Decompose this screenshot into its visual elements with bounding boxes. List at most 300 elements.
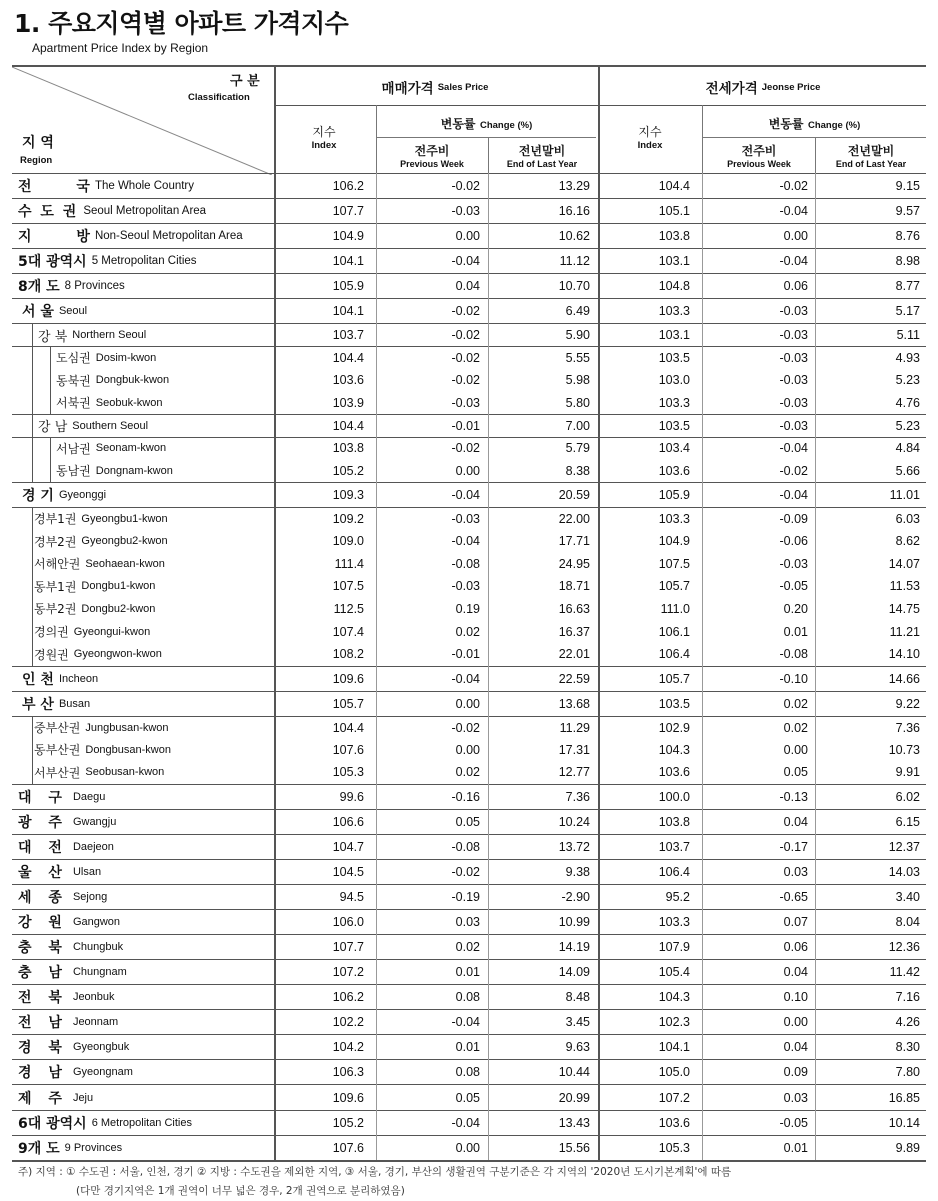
table-row	[12, 369, 926, 392]
region-name-ko: 인 천	[22, 671, 54, 688]
jeonse-end-year-cell: 9.22	[895, 696, 920, 711]
sales-index-cell: 103.9	[332, 395, 364, 410]
jeonse-prev-week-cell: 0.20	[783, 601, 808, 616]
region-name-ko: 서남권	[56, 441, 91, 456]
group-bracket	[32, 507, 33, 666]
region-label	[34, 508, 168, 530]
table-body	[12, 173, 926, 1160]
region-name-ko: 대 전	[18, 839, 68, 856]
jeonse-end-year-cell: 9.57	[895, 204, 920, 219]
sales-index-cell: 109.6	[332, 1090, 364, 1105]
region-name-en: Seobuk-kwon	[95, 396, 163, 409]
jeonse-prev-week-cell: -0.04	[779, 254, 808, 269]
jeonse-prev-week-header	[703, 142, 815, 169]
jeonse-end-year-header	[816, 142, 926, 169]
sales-end-year-cell: 5.90	[565, 328, 590, 343]
sales-end-year-cell: 16.37	[558, 624, 590, 639]
jeonse-prev-week-cell: 0.03	[783, 864, 808, 879]
sales-prev-week-cell: -0.04	[451, 671, 480, 686]
sales-end-year-cell: 18.71	[558, 579, 590, 594]
region-name-en: The Whole Country	[94, 180, 195, 193]
jeonse-prev-week-cell: -0.04	[779, 488, 808, 502]
table-row	[12, 738, 926, 761]
table-row	[12, 273, 926, 298]
region-name-en: Jungbusan-kwon	[85, 721, 169, 734]
jeonse-index-cell: 103.6	[658, 765, 690, 780]
jeonse-end-en: End of Last Year	[835, 159, 907, 169]
footnote-line-2: (다만 경기지역은 1개 권역이 너무 넓은 경우, 2개 권역으로 분리하였음)	[76, 1185, 405, 1197]
jeonse-index-cell: 111.0	[660, 601, 690, 616]
jeonse-index-cell: 106.1	[658, 624, 690, 639]
sales-end-year-cell: 12.77	[558, 765, 590, 780]
region-label	[34, 575, 155, 598]
sales-prev-week-cell: 0.00	[455, 696, 480, 711]
table-row	[12, 620, 926, 643]
column-divider	[488, 173, 489, 1160]
sales-index-cell: 94.5	[339, 890, 364, 904]
sales-index-cell: 109.2	[332, 511, 364, 526]
sales-prev-week-cell: 0.02	[455, 624, 480, 639]
sales-prev-week-cell: -0.01	[451, 647, 480, 662]
region-name-ko: 충 북	[18, 940, 68, 957]
region-name-en: Seonam-kwon	[95, 442, 167, 455]
sales-prev-week-cell: -0.02	[451, 179, 480, 194]
classification-en: Classification	[188, 92, 250, 103]
region-label	[18, 810, 116, 834]
region-label	[34, 738, 171, 761]
jeonse-change-ko: 변동률	[768, 117, 804, 131]
sales-index-cell: 107.7	[332, 204, 364, 219]
jeonse-prev-week-cell: -0.06	[779, 534, 808, 549]
region-label	[38, 415, 148, 437]
jeonse-prev-week-cell: 0.04	[783, 814, 808, 829]
jeonse-end-year-cell: 5.11	[896, 328, 920, 343]
jeonse-end-year-cell: 3.40	[895, 890, 920, 904]
table-row	[12, 223, 926, 248]
region-label	[18, 1060, 133, 1084]
table-row	[12, 414, 926, 437]
group-bracket	[50, 346, 51, 414]
sales-index-cell: 104.1	[332, 304, 364, 319]
sales-prev-week-cell: 0.02	[455, 765, 480, 780]
sales-change-en: Change (%)	[479, 120, 533, 131]
sales-prev-week-cell: -0.02	[451, 304, 480, 319]
sales-prev-week-cell: -0.04	[451, 254, 480, 269]
jeonse-prev-ko: 전주비	[741, 144, 777, 158]
region-label	[18, 985, 115, 1009]
region-name-ko: 경원권	[34, 647, 69, 662]
region-label	[22, 667, 98, 691]
region-name-en: 8 Provinces	[64, 280, 125, 293]
table-row	[12, 834, 926, 859]
jeonse-index-cell: 106.4	[658, 647, 690, 662]
jeonse-index-cell: 103.4	[658, 441, 690, 456]
region-label	[22, 483, 106, 507]
jeonse-end-year-cell: 11.53	[889, 579, 920, 594]
sales-end-year-cell: 9.38	[565, 864, 590, 879]
page-subtitle: Apartment Price Index by Region	[32, 41, 209, 55]
jeonse-end-year-cell: 5.17	[895, 304, 920, 319]
region-name-ko: 동북권	[56, 373, 91, 388]
region-name-en: Chungnam	[72, 966, 127, 979]
table-row	[12, 909, 926, 934]
jeonse-end-year-cell: 4.76	[895, 395, 920, 410]
jeonse-end-year-cell: 8.98	[895, 254, 920, 269]
jeonse-index-cell: 103.8	[658, 814, 690, 829]
sales-index-cell: 111.4	[334, 556, 364, 571]
jeonse-prev-week-cell: 0.03	[783, 1090, 808, 1105]
jeonse-prev-week-cell: -0.08	[779, 647, 808, 662]
region-name-en: Seobusan-kwon	[85, 766, 165, 779]
table-row	[12, 437, 926, 460]
sales-prev-week-cell: -0.04	[451, 1115, 480, 1130]
jeonse-index-cell: 95.2	[665, 890, 690, 904]
sales-prev-week-cell: -0.02	[451, 720, 480, 735]
jeonse-prev-week-cell: -0.10	[779, 671, 808, 686]
sales-index-cell: 104.4	[332, 418, 364, 433]
sales-end-year-cell: 7.00	[565, 418, 590, 433]
sales-end-year-cell: 5.55	[565, 350, 590, 365]
sales-end-year-cell: 5.98	[565, 373, 590, 388]
jeonse-end-year-cell: 8.30	[895, 1040, 920, 1055]
sales-index-cell: 99.6	[339, 789, 364, 804]
region-label	[18, 1035, 129, 1059]
table-row	[12, 459, 926, 482]
region-label	[18, 199, 206, 223]
region-label	[22, 692, 90, 716]
jeonse-prev-week-cell: 0.04	[783, 1040, 808, 1055]
jeonse-index-cell: 104.9	[658, 534, 690, 549]
sales-end-year-cell: 14.19	[558, 940, 590, 955]
region-name-en: Busan	[58, 697, 91, 710]
region-label	[18, 935, 123, 959]
region-name-ko: 강 남	[38, 420, 68, 436]
region-label	[18, 1010, 118, 1034]
sales-end-year-cell: 10.99	[558, 915, 590, 930]
jeonse-end-ko: 전년말비	[847, 144, 895, 158]
jeonse-prev-week-cell: -0.02	[779, 179, 808, 194]
region-name-en: Daejeon	[72, 840, 114, 853]
jeonse-index-cell: 105.9	[658, 488, 690, 502]
region-name-ko: 경 기	[22, 488, 54, 504]
jeonse-index-cell: 103.5	[658, 418, 690, 433]
jeonse-index-cell: 103.7	[658, 839, 690, 854]
jeonse-prev-week-cell: -0.03	[779, 328, 808, 343]
jeonse-index-cell: 106.4	[658, 864, 690, 879]
table-row	[12, 1034, 926, 1059]
region-label	[18, 885, 107, 909]
sales-index-cell: 108.2	[332, 647, 364, 662]
region-label	[18, 274, 125, 298]
jeonse-index-cell: 103.3	[658, 304, 690, 319]
jeonse-prev-week-cell: -0.09	[779, 511, 808, 526]
jeonse-prev-week-cell: 0.06	[783, 279, 808, 294]
group-bracket	[32, 323, 33, 482]
region-name-en: Southern Seoul	[72, 419, 149, 432]
jeonse-end-year-cell: 14.03	[888, 864, 920, 879]
table-row	[12, 298, 926, 323]
region-name-ko: 서북권	[56, 396, 91, 411]
sales-prev-week-cell: 0.05	[455, 1090, 480, 1105]
region-label	[18, 249, 197, 273]
region-name-en: 9 Provinces	[64, 1141, 123, 1154]
sales-prev-week-cell: 0.01	[455, 965, 480, 980]
sales-index-cell: 106.3	[332, 1065, 364, 1080]
sales-index-cell: 106.6	[332, 814, 364, 829]
jeonse-prev-week-cell: -0.03	[779, 556, 808, 571]
jeonse-prev-week-cell: 0.10	[783, 990, 808, 1005]
region-name-ko: 경부1권	[34, 512, 77, 527]
sales-end-year-cell: 10.62	[558, 229, 590, 244]
jeonse-index-cell: 105.7	[658, 671, 690, 686]
region-name-ko: 5대 광역시	[18, 254, 87, 271]
jeonse-end-year-cell: 12.37	[888, 839, 920, 854]
sales-index-cell: 104.9	[332, 229, 364, 244]
jeonse-end-year-cell: 14.07	[888, 556, 920, 571]
sales-index-cell: 104.2	[332, 1040, 364, 1055]
region-name-ko: 중부산권	[34, 721, 81, 736]
jeonse-index-cell: 103.3	[658, 511, 690, 526]
sales-index-cell: 104.7	[332, 839, 364, 854]
sales-prev-week-cell: -0.16	[451, 789, 480, 804]
sales-end-year-cell: 20.59	[558, 488, 590, 502]
jeonse-index-cell: 103.3	[658, 395, 690, 410]
region-name-ko: 부 산	[22, 696, 54, 713]
sales-prev-en: Previous Week	[400, 159, 464, 169]
sales-end-year-cell: 9.63	[565, 1040, 590, 1055]
sales-end-year-cell: 24.95	[558, 556, 590, 571]
table-row	[12, 323, 926, 346]
region-name-ko: 서 울	[22, 304, 54, 321]
table-row	[12, 984, 926, 1009]
region-name-ko: 지 방	[18, 229, 90, 246]
jeonse-end-year-cell: 9.15	[895, 179, 920, 194]
jeonse-prev-week-cell: -0.03	[779, 350, 808, 365]
jeonse-prev-week-cell: 0.02	[783, 720, 808, 735]
sales-end-year-cell: 13.43	[558, 1115, 590, 1130]
region-name-ko: 전 국	[18, 179, 90, 196]
region-label	[56, 347, 156, 369]
table-bottom-rule	[12, 1160, 926, 1162]
sales-prev-week-cell: 0.08	[455, 1065, 480, 1080]
region-label	[34, 598, 155, 621]
region-name-ko: 9개 도	[18, 1140, 60, 1157]
jeonse-end-year-cell: 10.73	[888, 742, 920, 757]
jeonse-index-cell: 104.3	[658, 742, 690, 757]
region-label	[18, 224, 243, 248]
sales-index-cell: 105.2	[332, 1115, 364, 1130]
sales-end-year-cell: 10.44	[558, 1065, 590, 1080]
table-row	[12, 173, 926, 198]
jeonse-end-year-cell: 10.14	[888, 1115, 920, 1130]
sales-index-cell: 107.7	[332, 940, 364, 955]
region-name-ko: 경 남	[18, 1065, 68, 1082]
column-divider	[376, 173, 377, 1160]
region-label	[56, 438, 166, 460]
region-name-en: Northern Seoul	[72, 329, 147, 342]
sales-end-year-cell: 7.36	[565, 789, 590, 804]
jeonse-end-year-cell: 7.16	[895, 990, 920, 1005]
column-divider	[274, 173, 276, 1160]
jeonse-prev-week-cell: -0.05	[779, 1115, 808, 1130]
region-name-en: Gangwon	[72, 916, 121, 929]
table-row	[12, 346, 926, 369]
region-label	[34, 620, 150, 643]
region-name-ko: 8개 도	[18, 279, 60, 296]
table-row	[12, 482, 926, 507]
sales-prev-week-cell: 0.00	[455, 1140, 480, 1155]
sales-index-cell: 103.6	[332, 373, 364, 388]
jeonse-index-cell: 104.1	[658, 1040, 690, 1055]
sales-prev-week-cell: -0.03	[451, 204, 480, 219]
sales-end-ko: 전년말비	[518, 144, 566, 158]
sales-prev-week-cell: -0.19	[451, 890, 480, 904]
sales-index-cell: 107.6	[332, 1140, 364, 1155]
table-row	[12, 784, 926, 809]
region-label	[18, 174, 194, 198]
sales-end-year-cell: -2.90	[561, 890, 590, 904]
page-title: 1. 주요지역별 아파트 가격지수	[14, 9, 349, 38]
jeonse-prev-week-cell: 0.00	[783, 742, 808, 757]
region-name-ko: 경의권	[34, 625, 69, 640]
region-name-en: Gwangju	[72, 815, 117, 828]
sales-end-year-cell: 13.72	[558, 839, 590, 854]
jeonse-prev-week-cell: -0.03	[779, 418, 808, 433]
region-name-en: Gyeongwon-kwon	[73, 648, 162, 661]
jeonse-index-cell: 103.1	[658, 254, 690, 269]
jeonse-prev-week-cell: 0.01	[783, 624, 808, 639]
table-row	[12, 1009, 926, 1034]
jeonse-prev-week-cell: -0.65	[779, 890, 808, 904]
sales-end-year-cell: 5.79	[565, 441, 590, 456]
region-label	[18, 1085, 93, 1109]
jeonse-end-year-cell: 9.91	[895, 765, 920, 780]
jeonse-index-ko: 지수	[638, 125, 662, 139]
jeonse-index-cell: 103.0	[658, 373, 690, 388]
table-header	[12, 65, 926, 175]
sales-prev-week-cell: -0.03	[451, 511, 480, 526]
sales-prev-week-cell: -0.04	[451, 534, 480, 549]
region-name-ko: 수 도 권	[18, 204, 79, 221]
table-row	[12, 198, 926, 223]
region-name-en: Jeju	[72, 1091, 94, 1104]
sales-prev-week-cell: -0.02	[451, 350, 480, 365]
jeonse-end-year-cell: 8.04	[895, 915, 920, 930]
region-label	[18, 960, 127, 984]
jeonse-end-year-cell: 5.66	[895, 463, 920, 478]
jeonse-index-header	[600, 123, 700, 151]
jeonse-index-cell: 105.7	[658, 579, 690, 594]
sales-index-cell: 103.7	[332, 328, 364, 343]
jeonse-prev-week-cell: -0.04	[779, 204, 808, 219]
jeonse-prev-week-cell: -0.05	[779, 579, 808, 594]
sales-end-year-cell: 13.29	[558, 179, 590, 194]
region-name-ko: 6대 광역시	[18, 1115, 87, 1132]
jeonse-end-year-cell: 4.84	[895, 441, 920, 456]
jeonse-end-year-cell: 12.36	[888, 940, 920, 955]
region-name-en: Jeonbuk	[72, 991, 115, 1004]
region-name-en: Ulsan	[72, 865, 102, 878]
jeonse-prev-week-cell: -0.03	[779, 373, 808, 388]
jeonse-index-cell: 103.1	[658, 328, 690, 343]
region-name-ko: 광 주	[18, 814, 68, 831]
table-row	[12, 959, 926, 984]
sales-end-year-cell: 10.70	[558, 279, 590, 294]
group-bracket	[32, 716, 33, 784]
column-divider	[815, 173, 816, 1160]
jeonse-end-year-cell: 14.66	[888, 671, 920, 686]
jeonse-prev-week-cell: 0.06	[783, 940, 808, 955]
region-name-ko: 동부2권	[34, 602, 77, 617]
table-row	[12, 691, 926, 716]
region-name-ko: 경 북	[18, 1040, 68, 1057]
jeonse-end-year-cell: 8.77	[895, 279, 920, 294]
sales-end-year-cell: 6.49	[565, 304, 590, 319]
sales-prev-week-cell: 0.03	[455, 915, 480, 930]
table-row	[12, 809, 926, 834]
jeonse-prev-en: Previous Week	[727, 159, 791, 169]
jeonse-change-header	[703, 115, 926, 133]
jeonse-end-year-cell: 7.80	[895, 1065, 920, 1080]
jeonse-en: Jeonse Price	[761, 81, 821, 93]
jeonse-change-en: Change (%)	[807, 120, 861, 131]
jeonse-price-header	[600, 67, 926, 107]
sales-price-header	[274, 67, 596, 107]
region-name-en: 6 Metropolitan Cities	[91, 1116, 192, 1129]
region-name-en: Gyeongnam	[72, 1066, 133, 1079]
sales-index-header	[274, 123, 374, 151]
region-name-ko: 전 남	[18, 1015, 68, 1032]
table-row	[12, 1110, 926, 1135]
jeonse-index-cell: 103.5	[658, 696, 690, 711]
sales-end-year-cell: 11.29	[559, 720, 590, 735]
sales-prev-week-cell: -0.02	[451, 441, 480, 456]
region-en: Region	[20, 155, 53, 166]
jeonse-prev-week-cell: 0.07	[783, 915, 808, 930]
sales-end-year-cell: 17.31	[558, 742, 590, 757]
jeonse-index-en: Index	[637, 140, 663, 151]
sales-index-cell: 109.0	[332, 534, 364, 549]
jeonse-end-year-cell: 6.15	[895, 814, 920, 829]
sales-prev-week-cell: 0.00	[455, 742, 480, 757]
sales-prev-week-cell: 0.04	[455, 279, 480, 294]
jeonse-end-year-cell: 11.21	[889, 624, 920, 639]
classification-label: 구 분	[230, 74, 260, 89]
table-row	[12, 666, 926, 691]
region-label	[18, 860, 101, 884]
sales-prev-week-header	[377, 142, 487, 169]
sales-end-year-header	[488, 142, 596, 169]
table-row	[12, 1135, 926, 1160]
sales-prev-week-cell: 0.00	[455, 463, 480, 478]
region-label	[18, 1111, 192, 1135]
jeonse-index-cell: 105.0	[658, 1065, 690, 1080]
jeonse-prev-week-cell: 0.04	[783, 965, 808, 980]
jeonse-end-year-cell: 14.10	[888, 647, 920, 662]
sales-prev-week-cell: -0.01	[451, 418, 480, 433]
region-label	[18, 910, 120, 934]
sales-prev-week-cell: -0.03	[451, 579, 480, 594]
region-name-ko: 전 북	[18, 990, 68, 1007]
region-label	[34, 552, 165, 575]
sales-index-cell: 105.3	[332, 765, 364, 780]
sales-index-cell: 112.5	[333, 601, 364, 616]
sales-end-year-cell: 8.48	[565, 990, 590, 1005]
jeonse-prev-week-cell: -0.13	[779, 789, 808, 804]
sales-prev-week-cell: -0.04	[451, 1015, 480, 1030]
jeonse-index-cell: 104.8	[658, 279, 690, 294]
region-name-ko: 대 구	[18, 789, 68, 806]
